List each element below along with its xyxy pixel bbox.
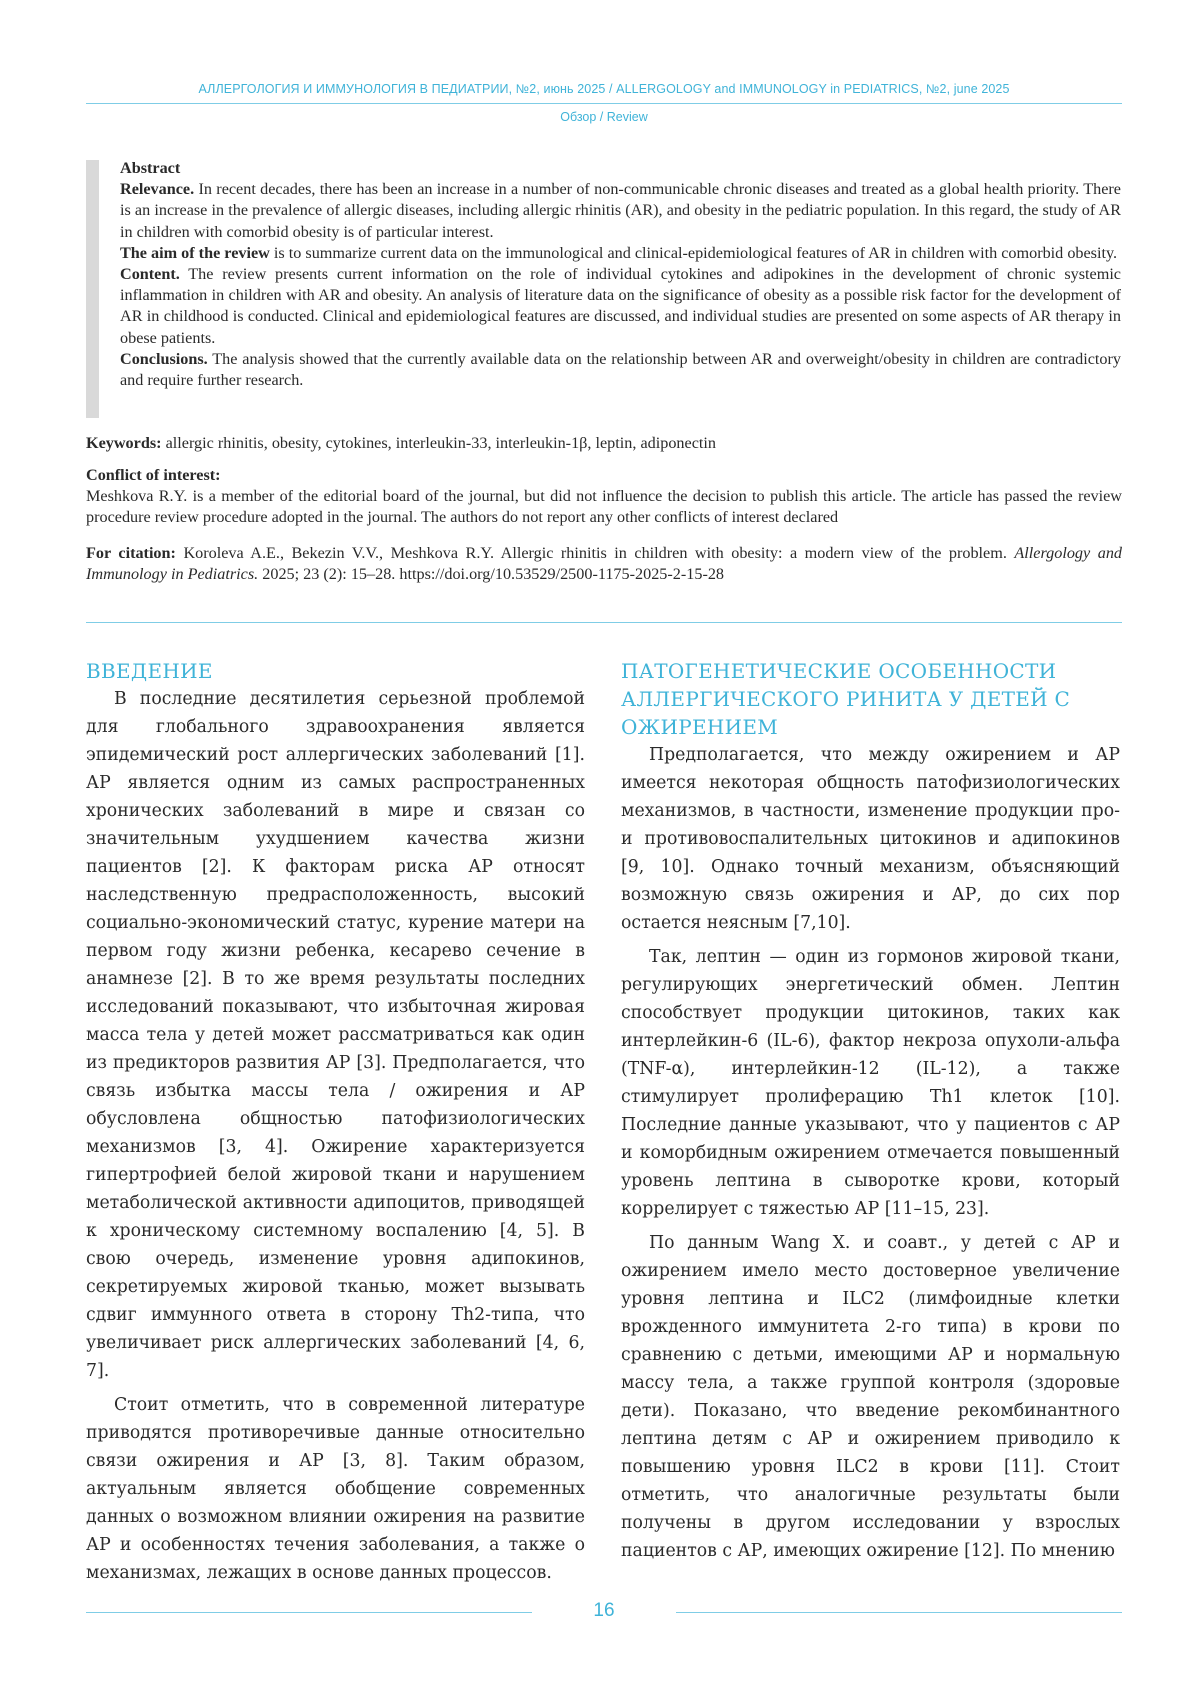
abstract-content xyxy=(120,264,1121,349)
left-column xyxy=(86,657,585,1593)
intro-paragraph: В последние десятилетия серьезной проблемой для глобального здравоохранения является эпидемический рост аллергических заболеваний [1]. АР является одним из самых распространенных хронических заболеваний в мире и связан со значительным ухудшением качества жизни пациентов [2]. К факторам риска АР относят наследственную предрасположенность, высокий социально-экономический статус, курение матери на первом году жизни ребенка, кесарево сечение в анамнезе [2]. В то же время результаты последних исследований показывают, что избыточная жировая масса тела у детей может рассматриваться как один из предикторов развития АР [3]. Предполагается, что связь избытка массы тела / ожирения и АР обусловлена общностью патофизиологических механизмов [3, 4]. Ожирение характеризуется гипертрофией белой жировой ткани и нарушением метаболической активности адипоцитов, приводящей к хроническому системному воспалению [4, 5]. В свою очередь, изменение уровня адипокинов, секретируемых жировой тканью, может вызывать сдвиг иммунного ответа в сторону Th2-типа, что увеличивает риск аллергических заболеваний [4, 6, 7]. xyxy=(86,689,585,1381)
section-type: Обзор / Review xyxy=(560,110,648,124)
footer-rule-left xyxy=(86,1612,532,1613)
content-label: Content. xyxy=(120,265,180,284)
conflict-text: Meshkova R.Y. is a member of the editorial board of the journal, but did not influence the decision to publish this article. The article has passed the review procedure review procedure adopted in the journal. The authors do not report any other conflicts of interest declared xyxy=(86,487,1122,527)
content-text: The review presents current information on the role of individual cytokines and adipokines in the development of chronic systemic inflammation in children with AR and obesity. An analysis of literature data on the significance of obesity as a possible risk factor for the development of AR in childhood is conducted. Clinical and epidemiological features are discussed, and individual studies are presented on some aspects of AR therapy in obese patients. xyxy=(120,265,1121,347)
abstract-block xyxy=(120,158,1121,391)
footer-rule-right xyxy=(676,1612,1122,1613)
relevance-text: In recent decades, there has been an increase in a number of non-communicable chronic diseases and treated as a global health priority. There is an increase in the prevalence of allergic diseases, including allergic rhinitis (AR), and obesity in the pediatric population. In this regard, the study of AR in children with comorbid obesity is of particular interest. xyxy=(120,180,1121,241)
pathogenesis-paragraph: Так, лептин — один из гормонов жировой ткани, регулирующих энергетический обмен. Лептин способствует продукции цитокинов, таких как интерлейкин-6 (IL-6), фактор некроза опухоли-альфа (TNF-α), интерлейкин-12 (IL-12), а также стимулирует пролиферацию Th1 клеток [10]. Последние данные указывают, что у пациентов с АР и коморбидным ожирением отмечается повышенный уровень лептина в сыворотке крови, который коррелирует с тяжестью АР [11–15, 23]. xyxy=(621,947,1120,1219)
header-rule xyxy=(86,103,1122,104)
keywords-label: Keywords: xyxy=(86,434,162,452)
citation-label: For citation: xyxy=(86,544,176,562)
conflict-of-interest xyxy=(86,465,1122,529)
abstract-relevance xyxy=(120,179,1121,243)
citation-journal: Allergology and Immunology in Pediatrics. xyxy=(86,544,1123,584)
conflict-label: Conflict of interest: xyxy=(86,466,221,484)
page-number: 16 xyxy=(593,1600,615,1621)
abstract-aim xyxy=(120,243,1121,264)
journal-header: АЛЛЕРГОЛОГИЯ И ИММУНОЛОГИЯ В ПЕДИАТРИИ, №2, июнь 2025 / ALLERGOLOGY and IMMUNOLOGY in PEDIATRICS, №2, june 2025 xyxy=(198,82,1010,96)
citation-details: 2025; 23 (2): 15–28. https://doi.org/10.53529/2500-1175-2025-2-15-28 xyxy=(258,565,725,584)
keywords xyxy=(86,433,1122,454)
right-column xyxy=(621,657,1120,1571)
keywords-text: allergic rhinitis, obesity, cytokines, interleukin-33, interleukin-1β, leptin, adiponectin xyxy=(161,434,716,452)
citation-text: Koroleva A.E., Bekezin V.V., Meshkova R.Y. Allergic rhinitis in children with obesity: a modern view of the problem. xyxy=(175,544,1015,562)
relevance-label: Relevance. xyxy=(120,180,195,199)
aim-label: The aim of the review xyxy=(120,243,270,262)
intro-heading: ВВЕДЕНИЕ xyxy=(86,659,213,683)
citation xyxy=(86,543,1122,585)
abstract-conclusions xyxy=(120,349,1121,391)
pathogenesis-paragraph: Предполагается, что между ожирением и АР имеется некоторая общность патофизиологических механизмов, в частности, изменение продукции про- и противовоспалительных цитокинов и адипокинов [9, 10]. Однако точный механизм, объясняющий возможную связь ожирения и АР, до сих пор остается неясным [7,10]. xyxy=(621,745,1120,933)
aim-text: is to summarize current data on the immunological and clinical-epidemiological features of AR in children with comorbid obesity. xyxy=(269,243,1118,262)
section-divider xyxy=(86,622,1122,623)
intro-paragraph: Стоит отметить, что в современной литературе приводятся противоречивые данные относительно связи ожирения и АР [3, 8]. Таким образом, актуальным является обобщение современных данных о возможном влиянии ожирения на развитие АР и особенностях течения заболевания, а также о механизмах, лежащих в основе данных процессов. xyxy=(86,1395,585,1583)
conclusions-label: Conclusions. xyxy=(120,349,208,368)
abstract-title: Abstract xyxy=(120,159,181,177)
abstract-side-bar xyxy=(86,160,99,418)
pathogenesis-heading: ПАТОГЕНЕТИЧЕСКИЕ ОСОБЕННОСТИ АЛЛЕРГИЧЕСКОГО РИНИТА У ДЕТЕЙ С ОЖИРЕНИЕМ xyxy=(621,659,1071,739)
conclusions-text: The analysis showed that the currently available data on the relationship between AR and overweight/obesity in children are contradictory and require further research. xyxy=(120,349,1121,390)
pathogenesis-paragraph: По данным Wang X. и соавт., у детей с АР и ожирением имело место достоверное увеличение уровня лептина и ILC2 (лимфоидные клетки врожденного иммунитета 2-го типа) в крови по сравнению с детьми, имеющими АР и нормальную массу тела, а также группой контроля (здоровые дети). Показано, что введение рекомбинантного лептина детям с АР и ожирением приводило к повышению уровня ILC2 в крови [11]. Стоит отметить, что аналогичные результаты были получены в другом исследовании у взрослых пациентов с АР, имеющих ожирение [12]. По мнению xyxy=(621,1233,1120,1561)
